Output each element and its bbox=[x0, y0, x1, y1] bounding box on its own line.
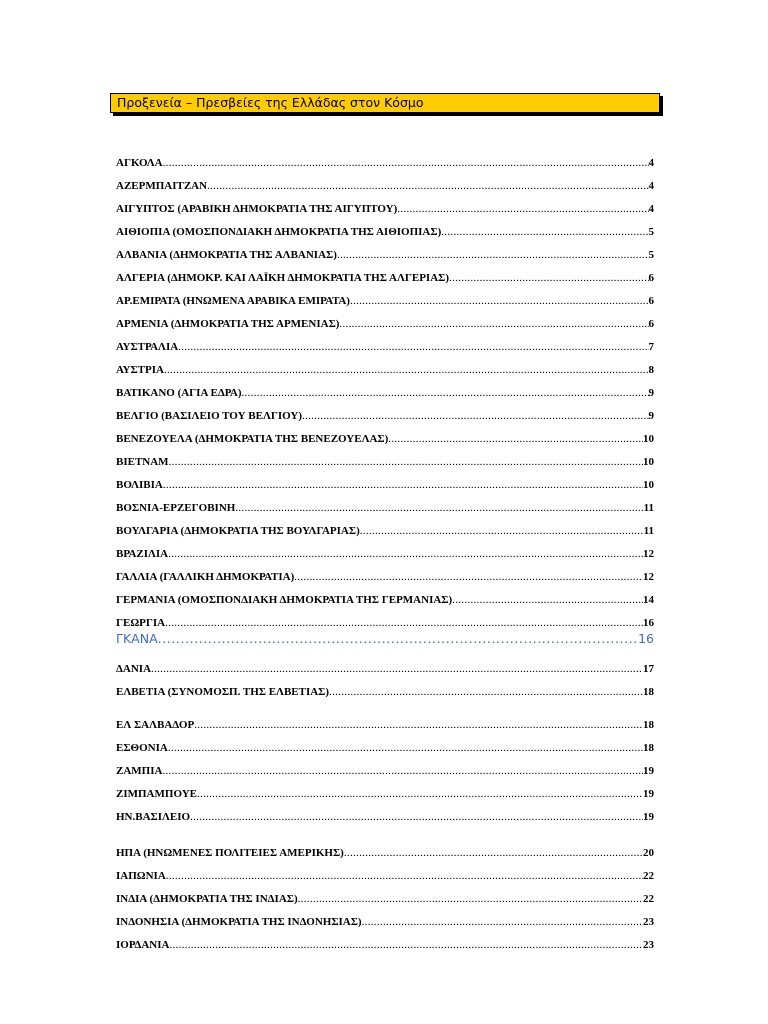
toc-entry[interactable] bbox=[116, 432, 654, 446]
toc-entry-page: 19 bbox=[643, 788, 654, 800]
toc-entry-hyperlink[interactable] bbox=[116, 632, 654, 646]
toc-entry[interactable] bbox=[116, 616, 654, 630]
toc-entry[interactable] bbox=[116, 547, 654, 561]
toc-dot-leader bbox=[449, 271, 649, 285]
toc-entry[interactable] bbox=[116, 662, 654, 676]
toc-entry-page: 4 bbox=[648, 157, 654, 169]
toc-entry-title: ΑΛΓΕΡΙΑ (ΔΗΜΟΚΡ. ΚΑΙ ΛΑΪΚΗ ΔΗΜΟΚΡΑΤΙΑ ΤΗΣ ΑΛΓΕΡΙΑΣ) bbox=[116, 272, 449, 284]
toc-entry-title: ΑΥΣΤΡΑΛΙΑ bbox=[116, 341, 179, 353]
toc-entry[interactable] bbox=[116, 787, 654, 801]
toc-entry-title: ΑΓΚΟΛΑ bbox=[116, 157, 163, 169]
toc-dot-leader bbox=[339, 317, 648, 331]
toc-entry-title: ΒΟΣΝΙΑ-ΕΡΖΕΓΟΒΙΝΗ bbox=[116, 502, 236, 514]
toc-dot-leader bbox=[337, 248, 649, 262]
toc-entry-page: 10 bbox=[643, 433, 654, 445]
toc-entry-title: ΑΙΓΥΠΤΟΣ (ΑΡΑΒΙΚΗ ΔΗΜΟΚΡΑΤΙΑ ΤΗΣ ΑΙΓΥΠΤΟΥ) bbox=[116, 203, 398, 215]
toc-entry-page: 7 bbox=[648, 341, 654, 353]
toc-entry[interactable] bbox=[116, 271, 654, 285]
toc-dot-leader bbox=[163, 156, 649, 170]
toc-entry-page: 23 bbox=[643, 916, 654, 928]
toc-entry-page: 11 bbox=[643, 525, 654, 537]
toc-entry-page: 22 bbox=[643, 893, 654, 905]
toc-entry-page: 18 bbox=[643, 719, 654, 731]
toc-dot-leader bbox=[151, 662, 643, 676]
toc-entry-title: ΒΕΝΕΖΟΥΕΛΑ (ΔΗΜΟΚΡΑΤΙΑ ΤΗΣ ΒΕΝΕΖΟΥΕΛΑΣ) bbox=[116, 433, 389, 445]
toc-dot-leader bbox=[298, 892, 643, 906]
toc-entry-title: ΔΑΝΙΑ bbox=[116, 663, 152, 675]
toc-dot-leader bbox=[166, 869, 643, 883]
toc-entry[interactable] bbox=[116, 409, 654, 423]
toc-dot-leader bbox=[197, 787, 643, 801]
toc-entry[interactable] bbox=[116, 501, 654, 515]
toc-entry-title: ΕΛ ΣΑΛΒΑΔΟΡ bbox=[116, 719, 195, 731]
toc-dot-leader bbox=[388, 432, 643, 446]
toc-entry[interactable] bbox=[116, 524, 654, 538]
toc-entry-page: 16 bbox=[643, 617, 654, 629]
toc-entry-title: ΓΕΩΡΓΙΑ bbox=[116, 617, 166, 629]
toc-entry[interactable] bbox=[116, 915, 654, 929]
toc-dot-leader bbox=[344, 846, 643, 860]
toc-dot-leader bbox=[329, 685, 643, 699]
toc-entry-title: ΗΝ.ΒΑΣΙΛΕΙΟ bbox=[116, 811, 191, 823]
toc-entry[interactable] bbox=[116, 179, 654, 193]
toc-entry-page: 6 bbox=[648, 272, 654, 284]
toc-entry-page: 16 bbox=[638, 631, 654, 646]
toc-entry-page: 10 bbox=[643, 479, 654, 491]
toc-entry-page: 23 bbox=[643, 939, 654, 951]
toc-entry-page: 6 bbox=[648, 295, 654, 307]
document-header bbox=[110, 93, 660, 113]
toc-entry-title: ΒΕΛΓΙΟ (ΒΑΣΙΛΕΙΟ ΤΟΥ ΒΕΛΓΙΟΥ) bbox=[116, 410, 302, 422]
toc-entry-title: ΓΑΛΛΙΑ (ΓΑΛΛΙΚΗ ΔΗΜΟΚΡΑΤΙΑ) bbox=[116, 571, 295, 583]
toc-entry[interactable] bbox=[116, 938, 654, 952]
toc-entry[interactable] bbox=[116, 892, 654, 906]
toc-dot-leader bbox=[169, 938, 643, 952]
toc-dot-leader bbox=[294, 570, 643, 584]
toc-entry[interactable] bbox=[116, 764, 654, 778]
toc-dot-leader bbox=[235, 501, 643, 515]
toc-dot-leader bbox=[163, 478, 643, 492]
toc-entry[interactable] bbox=[116, 248, 654, 262]
toc-entry[interactable] bbox=[116, 455, 654, 469]
toc-dot-leader bbox=[350, 294, 649, 308]
toc-entry[interactable] bbox=[116, 741, 654, 755]
toc-entry[interactable] bbox=[116, 685, 654, 699]
toc-entry-title: ΒΡΑΖΙΛΙΑ bbox=[116, 548, 169, 560]
toc-dot-leader bbox=[190, 810, 643, 824]
toc-entry-page: 5 bbox=[648, 249, 654, 261]
toc-dot-leader bbox=[164, 363, 649, 377]
toc-entry-page: 18 bbox=[643, 742, 654, 754]
toc-entry-page: 8 bbox=[648, 364, 654, 376]
toc-dot-leader bbox=[242, 386, 649, 400]
toc-entry-title: ΙΝΔΟΝΗΣΙΑ (ΔΗΜΟΚΡΑΤΙΑ ΤΗΣ ΙΝΔΟΝΗΣΙΑΣ) bbox=[116, 916, 362, 928]
toc-entry-title: ΑΛΒΑΝΙΑ (ΔΗΜΟΚΡΑΤΙΑ ΤΗΣ ΑΛΒΑΝΙΑΣ) bbox=[116, 249, 337, 261]
toc-entry-page: 18 bbox=[643, 686, 654, 698]
toc-entry[interactable] bbox=[116, 869, 654, 883]
toc-entry-title: ΖΑΜΠΙΑ bbox=[116, 765, 163, 777]
toc-entry-page: 19 bbox=[643, 811, 654, 823]
toc-entry[interactable] bbox=[116, 570, 654, 584]
toc-entry[interactable] bbox=[116, 156, 654, 170]
toc-dot-leader bbox=[162, 764, 643, 778]
toc-entry-title: ΑΙΘΙΟΠΙΑ (ΟΜΟΣΠΟΝΔΙΑΚΗ ΔΗΜΟΚΡΑΤΙΑ ΤΗΣ ΑΙΘΙΟΠΙΑΣ) bbox=[116, 226, 442, 238]
toc-entry[interactable] bbox=[116, 478, 654, 492]
toc-dot-leader bbox=[441, 225, 648, 239]
toc-dot-leader bbox=[194, 718, 643, 732]
toc-entry-title: ΓΕΡΜΑΝΙΑ (ΟΜΟΣΠΟΝΔΙΑΚΗ ΔΗΜΟΚΡΑΤΙΑ ΤΗΣ ΓΕΡΜΑΝΙΑΣ) bbox=[116, 594, 453, 606]
toc-dot-leader bbox=[169, 455, 643, 469]
toc-entry-title: ΑΖΕΡΜΠΑΙΤΖΑΝ bbox=[116, 180, 208, 192]
toc-entry-title: ΗΠΑ (ΗΝΩΜΕΝΕΣ ΠΟΛΙΤΕΙΕΣ ΑΜΕΡΙΚΗΣ) bbox=[116, 847, 344, 859]
toc-entry[interactable] bbox=[116, 317, 654, 331]
toc-entry[interactable] bbox=[116, 593, 654, 607]
toc-entry-title: ΑΥΣΤΡΙΑ bbox=[116, 364, 164, 376]
toc-entry-title: ΒΟΛΙΒΙΑ bbox=[116, 479, 163, 491]
toc-entry-title: ΕΛΒΕΤΙΑ (ΣΥΝΟΜΟΣΠ. ΤΗΣ ΕΛΒΕΤΙΑΣ) bbox=[116, 686, 330, 698]
toc-dot-leader bbox=[207, 179, 648, 193]
toc-entry-page: 11 bbox=[643, 502, 654, 514]
toc-entry-page: 5 bbox=[648, 226, 654, 238]
toc-entry-page: 20 bbox=[643, 847, 654, 859]
toc-entry[interactable] bbox=[116, 718, 654, 732]
toc-entry[interactable] bbox=[116, 225, 654, 239]
toc-entry-page: 12 bbox=[643, 548, 654, 560]
toc-entry[interactable] bbox=[116, 202, 654, 216]
toc-entry-title: ΙΑΠΩΝΙΑ bbox=[116, 870, 166, 882]
toc-dot-leader bbox=[158, 632, 638, 646]
toc-dot-leader bbox=[178, 340, 648, 354]
toc-dot-leader bbox=[397, 202, 648, 216]
toc-entry-title: ΖΙΜΠΑΜΠΟΥΕ bbox=[116, 788, 197, 800]
toc-entry-page: 6 bbox=[648, 318, 654, 330]
toc-entry-title: ΑΡ.ΕΜΙΡΑΤΑ (ΗΝΩΜΕΝΑ ΑΡΑΒΙΚΑ ΕΜΙΡΑΤΑ) bbox=[116, 295, 350, 307]
toc-entry[interactable] bbox=[116, 810, 654, 824]
toc-entry-page: 19 bbox=[643, 765, 654, 777]
toc-entry-page: 9 bbox=[648, 387, 654, 399]
toc-entry-title: ΒΙΕΤΝΑΜ bbox=[116, 456, 169, 468]
toc-entry-title: ΙΟΡΔΑΝΙΑ bbox=[116, 939, 170, 951]
toc-entry-page: 17 bbox=[643, 663, 654, 675]
toc-entry-title: ΑΡΜΕΝΙΑ (ΔΗΜΟΚΡΑΤΙΑ ΤΗΣ ΑΡΜΕΝΙΑΣ) bbox=[116, 318, 340, 330]
toc-entry-page: 9 bbox=[648, 410, 654, 422]
toc-entry[interactable] bbox=[116, 340, 654, 354]
toc-entry[interactable] bbox=[116, 846, 654, 860]
toc-dot-leader bbox=[165, 616, 643, 630]
toc-entry[interactable] bbox=[116, 294, 654, 308]
toc-entry-title: ΒΑΤΙΚΑΝΟ (ΑΓΙΑ ΕΔΡΑ) bbox=[116, 387, 242, 399]
toc-entry-page: 4 bbox=[648, 180, 654, 192]
toc-dot-leader bbox=[302, 409, 649, 423]
toc-entry-page: 12 bbox=[643, 571, 654, 583]
toc-dot-leader bbox=[168, 547, 643, 561]
toc-dot-leader bbox=[360, 524, 644, 538]
toc-entry-page: 10 bbox=[643, 456, 654, 468]
toc-dot-leader bbox=[168, 741, 643, 755]
document-title: Προξενεία – Πρεσβείες της Ελλάδας στον Κόσμο bbox=[117, 95, 424, 110]
toc-entry-page: 14 bbox=[643, 594, 654, 606]
toc-entry-page: 4 bbox=[648, 203, 654, 215]
toc-entry-title: ΕΣΘΟΝΙΑ bbox=[116, 742, 168, 754]
toc-dot-leader bbox=[362, 915, 643, 929]
toc-entry-title: ΙΝΔΙΑ (ΔΗΜΟΚΡΑΤΙΑ ΤΗΣ ΙΝΔΙΑΣ) bbox=[116, 893, 298, 905]
toc-entry[interactable] bbox=[116, 386, 654, 400]
toc-dot-leader bbox=[452, 593, 643, 607]
toc-entry-title: ΓΚΑΝΑ bbox=[116, 631, 158, 646]
toc-entry-title: ΒΟΥΛΓΑΡΙΑ (ΔΗΜΟΚΡΑΤΙΑ ΤΗΣ ΒΟΥΛΓΑΡΙΑΣ) bbox=[116, 525, 360, 537]
toc-entry-page: 22 bbox=[643, 870, 654, 882]
toc-entry[interactable] bbox=[116, 363, 654, 377]
